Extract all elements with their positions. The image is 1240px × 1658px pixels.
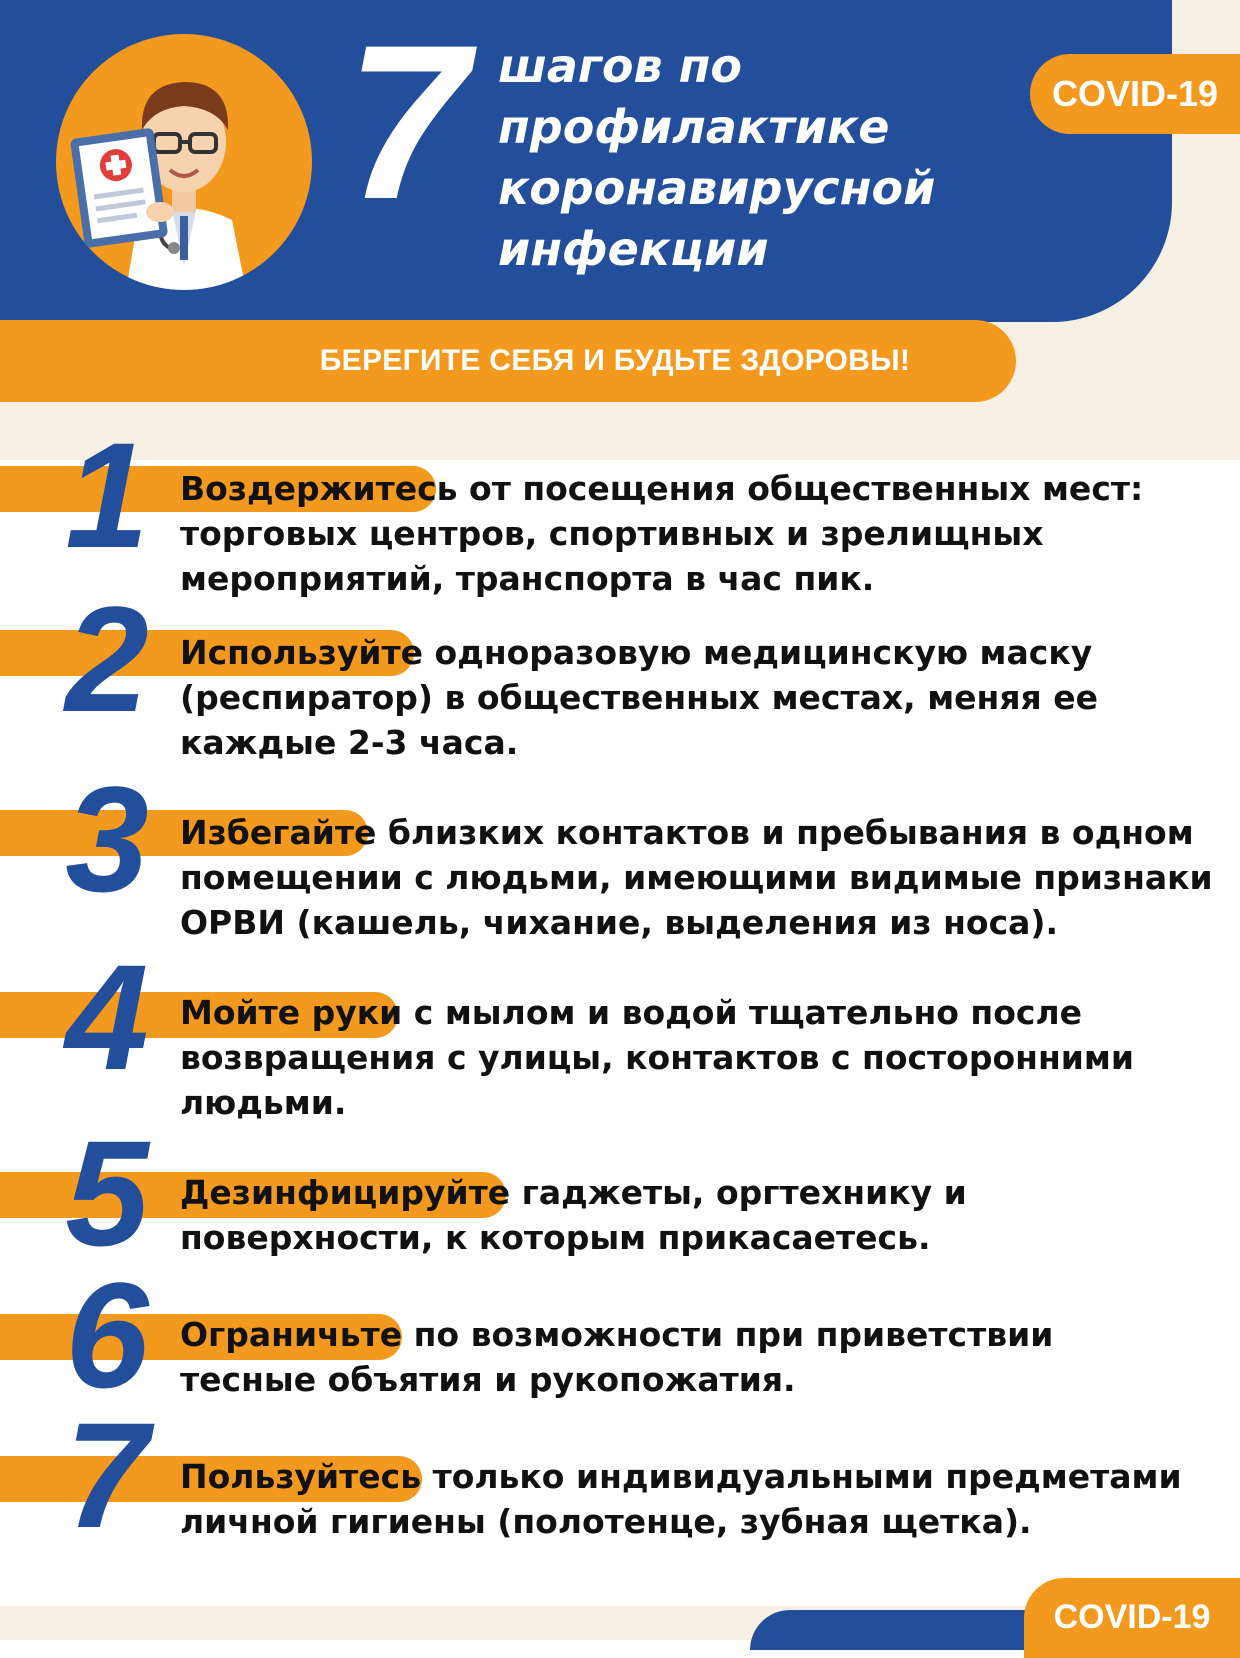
step-1 xyxy=(0,411,1240,598)
step-text xyxy=(180,810,1220,945)
step-line: помещении с людьми, имеющими видимые признаки xyxy=(180,858,1213,897)
step-text xyxy=(180,1170,1220,1260)
step-lead: Избегайте xyxy=(180,813,377,852)
page-title xyxy=(498,36,935,280)
step-lead: Дезинфицируйте xyxy=(180,1173,511,1212)
step-7 xyxy=(0,1391,1240,1560)
step-line: поверхности, к которым прикасаетесь. xyxy=(180,1218,931,1257)
step-text xyxy=(180,1454,1220,1544)
step-line: людьми. xyxy=(180,1083,347,1122)
step-6 xyxy=(0,1251,1240,1420)
step-line: мероприятий, транспорта в час пик. xyxy=(180,559,875,598)
step-lead: Мойте руки xyxy=(180,993,403,1032)
step-number: 5 xyxy=(65,1109,149,1277)
step-line: гаджеты, оргтехнику и xyxy=(510,1173,967,1212)
step-line: одноразовую медицинскую маску xyxy=(423,633,1093,672)
step-line: близких контактов и пребывания в одном xyxy=(376,813,1194,852)
step-number: 1 xyxy=(65,411,149,579)
step-line: с мылом и водой тщательно после xyxy=(402,993,1083,1032)
step-3 xyxy=(0,755,1240,942)
step-line: только индивидуальными предметами xyxy=(421,1457,1182,1496)
step-number: 2 xyxy=(65,575,149,743)
step-number: 4 xyxy=(65,933,149,1101)
step-text xyxy=(180,1312,1220,1402)
slogan-text: БЕРЕГИТЕ СЕБЯ И БУДЬТЕ ЗДОРОВЫ! xyxy=(319,344,911,377)
step-line: по возможности при приветствии xyxy=(402,1315,1054,1354)
title-number: 7 xyxy=(346,0,469,245)
covid-badge-bottom: COVID-19 xyxy=(1024,1578,1240,1658)
doctor-illustration xyxy=(56,34,312,290)
step-5 xyxy=(0,1109,1240,1280)
step-text xyxy=(180,990,1220,1125)
title-line-1: шагов по xyxy=(498,39,743,93)
step-4 xyxy=(0,933,1240,1122)
step-lead: Воздержитесь xyxy=(180,469,458,508)
title-line-2: профилактике xyxy=(498,100,890,154)
step-line: ОРВИ (кашель, чихание, выделения из носа). xyxy=(180,903,1059,942)
step-lead: Пользуйтесь xyxy=(180,1457,422,1496)
step-line: (респиратор) в общественных местах, меняя ее xyxy=(180,678,1098,717)
doctor-icon xyxy=(56,34,312,290)
step-lead: Используйте xyxy=(180,633,424,672)
step-line: возвращения с улицы, контактов с посторонними xyxy=(180,1038,1134,1077)
title-line-3: коронавирусной xyxy=(498,161,936,215)
step-number: 3 xyxy=(65,755,149,923)
step-line: от посещения общественных мест: xyxy=(457,469,1144,508)
title-line-4: инфекции xyxy=(498,222,769,276)
step-line: каждые 2-3 часа. xyxy=(180,723,519,762)
step-line: торговых центров, спортивных и зрелищных xyxy=(180,514,1044,553)
step-number: 7 xyxy=(65,1391,149,1559)
step-line: личной гигиены (полотенце, зубная щетка). xyxy=(180,1502,1032,1541)
step-line: тесные объятия и рукопожатия. xyxy=(180,1360,796,1399)
step-lead: Ограничьте xyxy=(180,1315,403,1354)
covid-badge-top: COVID-19 xyxy=(1030,54,1240,134)
step-text xyxy=(180,630,1220,765)
step-number: 6 xyxy=(65,1251,149,1419)
